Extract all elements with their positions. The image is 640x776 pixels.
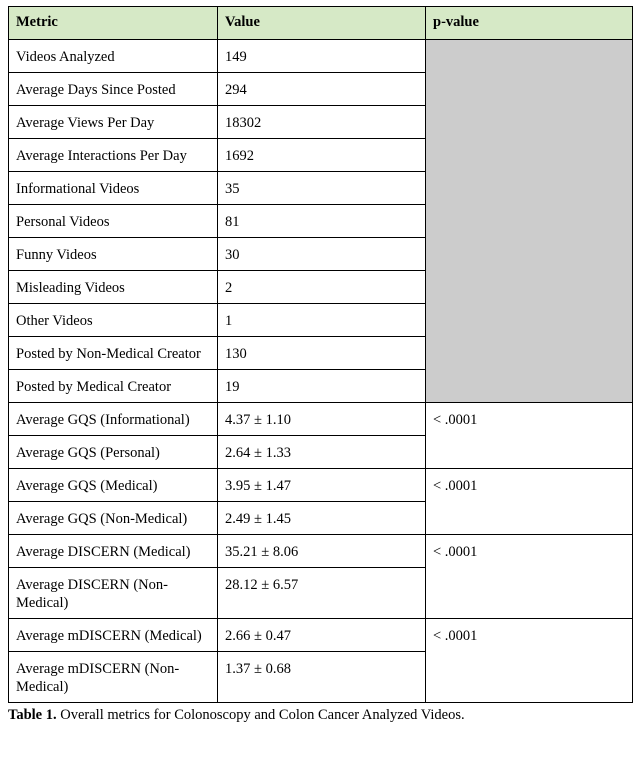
metric-cell: Average GQS (Informational) <box>9 403 218 436</box>
table-row <box>9 619 633 652</box>
value-cell: 2 <box>218 271 426 304</box>
value-cell: 2.64 ± 1.33 <box>218 436 426 469</box>
metric-cell: Average DISCERN (Medical) <box>9 535 218 568</box>
metric-cell: Other Videos <box>9 304 218 337</box>
table-row <box>9 403 633 436</box>
value-cell: 35 <box>218 172 426 205</box>
metric-cell: Average Days Since Posted <box>9 73 218 106</box>
value-cell: 149 <box>218 40 426 73</box>
caption-label: Table 1. <box>8 707 57 723</box>
metric-cell: Posted by Non-Medical Creator <box>9 337 218 370</box>
metric-cell: Average Views Per Day <box>9 106 218 139</box>
value-cell: 1.37 ± 0.68 <box>218 652 426 703</box>
metric-cell: Videos Analyzed <box>9 40 218 73</box>
value-cell: 18302 <box>218 106 426 139</box>
metric-cell: Average mDISCERN (Non-Medical) <box>9 652 218 703</box>
header-value: Value <box>218 7 426 40</box>
value-cell: 130 <box>218 337 426 370</box>
value-cell: 294 <box>218 73 426 106</box>
value-cell: 35.21 ± 8.06 <box>218 535 426 568</box>
metric-cell: Funny Videos <box>9 238 218 271</box>
value-cell: 1 <box>218 304 426 337</box>
metric-cell: Average mDISCERN (Medical) <box>9 619 218 652</box>
metric-cell: Average GQS (Medical) <box>9 469 218 502</box>
table-row <box>9 535 633 568</box>
value-cell: 2.49 ± 1.45 <box>218 502 426 535</box>
p-value-cell: < .0001 <box>426 535 633 619</box>
p-value-cell: < .0001 <box>426 469 633 535</box>
value-cell: 81 <box>218 205 426 238</box>
metric-cell: Personal Videos <box>9 205 218 238</box>
value-cell: 1692 <box>218 139 426 172</box>
header-p-value: p-value <box>426 7 633 40</box>
metric-cell: Average GQS (Personal) <box>9 436 218 469</box>
p-value-blank-cell <box>426 40 633 403</box>
caption-text: Overall metrics for Colonoscopy and Colon Cancer Analyzed Videos. <box>56 707 465 723</box>
p-value-cell: < .0001 <box>426 619 633 703</box>
value-cell: 2.66 ± 0.47 <box>218 619 426 652</box>
value-cell: 3.95 ± 1.47 <box>218 469 426 502</box>
table-row <box>9 40 633 73</box>
value-cell: 30 <box>218 238 426 271</box>
metric-cell: Posted by Medical Creator <box>9 370 218 403</box>
metric-cell: Misleading Videos <box>9 271 218 304</box>
metric-cell: Average GQS (Non-Medical) <box>9 502 218 535</box>
header-metric: Metric <box>9 7 218 40</box>
value-cell: 4.37 ± 1.10 <box>218 403 426 436</box>
value-cell: 19 <box>218 370 426 403</box>
table-row <box>9 469 633 502</box>
p-value-cell: < .0001 <box>426 403 633 469</box>
metric-cell: Average Interactions Per Day <box>9 139 218 172</box>
metric-cell: Average DISCERN (Non-Medical) <box>9 568 218 619</box>
table-caption <box>8 706 640 724</box>
metrics-table <box>8 6 633 703</box>
value-cell: 28.12 ± 6.57 <box>218 568 426 619</box>
table-header-row <box>9 7 633 40</box>
metric-cell: Informational Videos <box>9 172 218 205</box>
